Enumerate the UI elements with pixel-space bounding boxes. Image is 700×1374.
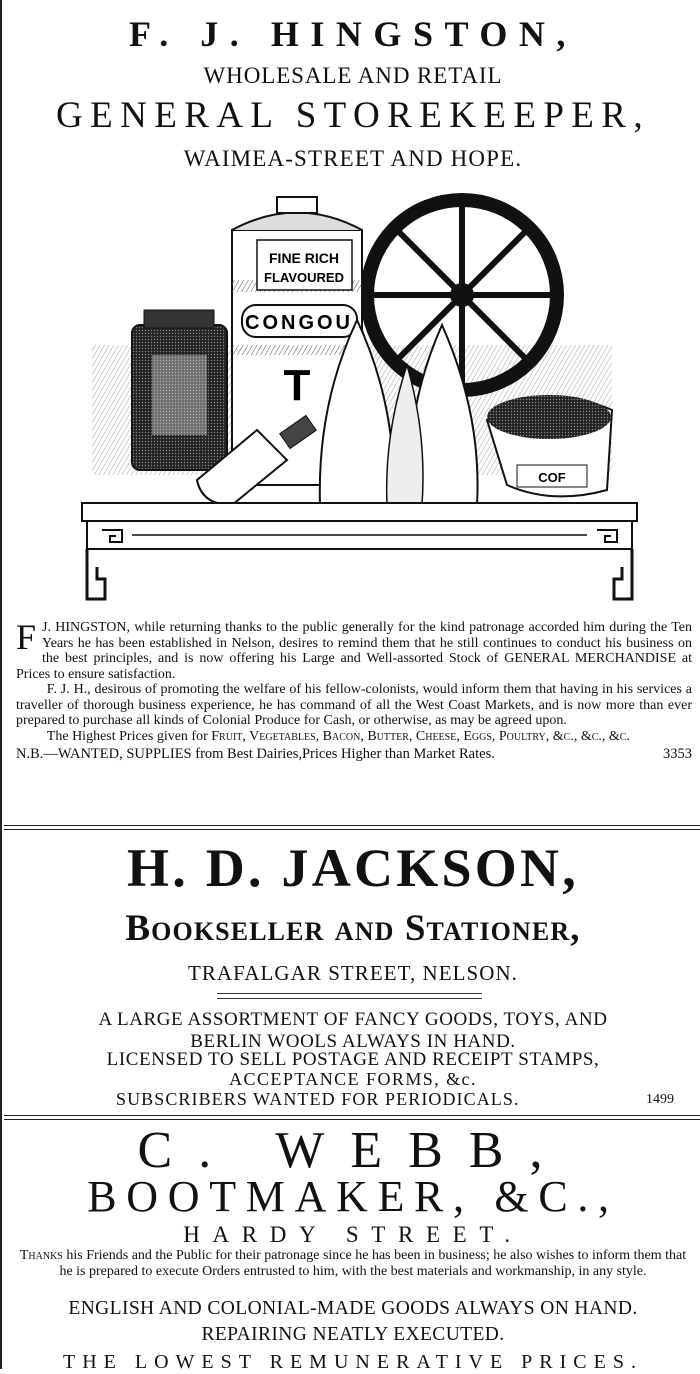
drop-cap: F	[16, 617, 37, 657]
jackson-address-line: TRAFALGAR STREET, NELSON.	[188, 961, 518, 985]
hingston-storekeeper-line: GENERAL STOREKEEPER,	[55, 95, 651, 136]
svg-text:FLAVOURED: FLAVOURED	[264, 270, 344, 285]
jackson-forms-line: ACCEPTANCE FORMS, &c.	[229, 1069, 477, 1089]
svg-text:COF: COF	[538, 470, 566, 485]
webb-thanks-text: Thanks his Friends and the Public for their patronage since he has been in business; he also wishes to inform them that he is prepared to execute Orders entrusted to him, with the best materials and workmanship, in any style.	[19, 1248, 687, 1279]
display-table	[82, 503, 637, 599]
ornate-jar	[132, 310, 227, 470]
short-rule	[217, 993, 482, 999]
hingston-name: F. J. HINGSTON,	[129, 14, 577, 54]
jackson-assortment-line: A LARGE ASSORTMENT OF FANCY GOODS, TOYS, AND	[98, 1009, 608, 1030]
hingston-nb: N.B.—WANTED, SUPPLIES from Best Dairies,Prices Higher than Market Rates.	[16, 746, 495, 762]
hingston-wholesale-line: WHOLESALE AND RETAIL	[203, 63, 503, 88]
webb-trade-line: BOOTMAKER, &C.,	[87, 1172, 619, 1221]
webb-prices-line: THE LOWEST REMUNERATIVE PRICES.	[63, 1351, 643, 1373]
webb-goods-line: ENGLISH AND COLONIAL-MADE GOODS ALWAYS ON HAND.	[68, 1298, 638, 1319]
hingston-illustration	[72, 185, 642, 615]
divider	[4, 825, 700, 830]
webb-street-line: HARDY STREET.	[183, 1222, 523, 1247]
webb-repairing-line: REPAIRING NEATLY EXECUTED.	[201, 1324, 505, 1345]
jackson-ref-number: 1499	[646, 1092, 674, 1107]
divider	[4, 1115, 700, 1120]
hingston-nb-row	[16, 747, 692, 763]
hingston-paragraph-3: The Highest Prices given for Fruit, Vegetables, Bacon, Butter, Cheese, Eggs, Poultry, &c., &c., &c.	[46, 728, 630, 744]
webb-name: C. WEBB,	[137, 1122, 569, 1179]
hingston-ref-number: 3353	[663, 746, 692, 762]
jackson-wools-line: BERLIN WOOLS ALWAYS IN HAND.	[190, 1031, 516, 1052]
svg-text:CONGOU: CONGOU	[245, 312, 353, 334]
jackson-periodicals-row	[6, 1088, 700, 1110]
coffee-mill-wheel	[367, 200, 557, 390]
hingston-address-line: WAIMEA-STREET AND HOPE.	[183, 146, 523, 171]
jackson-name: H. D. JACKSON,	[127, 838, 579, 898]
jackson-periodicals-line: SUBSCRIBERS WANTED FOR PERIODICALS.	[116, 1089, 520, 1109]
hingston-paragraph-1: J. HINGSTON, while returning thanks to the public generally for the kind patronage accorded him during the Ten Years he has been established in Nelson, desires to remind them that he still continues to conduct his business on the best principles, and is now offering his Large and Well-assorted Stock of GENERAL MERCHANDISE at Prices to ensure satisfaction.	[16, 620, 692, 682]
hingston-paragraph-2: F. J. H., desirous of promoting the welfare of his fellow-colonists, would inform them that having in his services a traveller of thorough business experience, he has command of all the West Coast Markets, and is now more than ever prepared to purchase all kinds of Colonial Produce for Cash, or otherwise, as may be agreed upon.	[16, 682, 692, 728]
jackson-stamps-line: LICENSED TO SELL POSTAGE AND RECEIPT STAMPS,	[106, 1049, 600, 1070]
hingston-body	[16, 617, 692, 763]
svg-text:T: T	[283, 361, 311, 410]
svg-text:FINE RICH: FINE RICH	[269, 250, 339, 266]
jackson-trade-line: Bookseller and Stationer,	[125, 908, 581, 949]
coffee-sack	[487, 395, 612, 496]
